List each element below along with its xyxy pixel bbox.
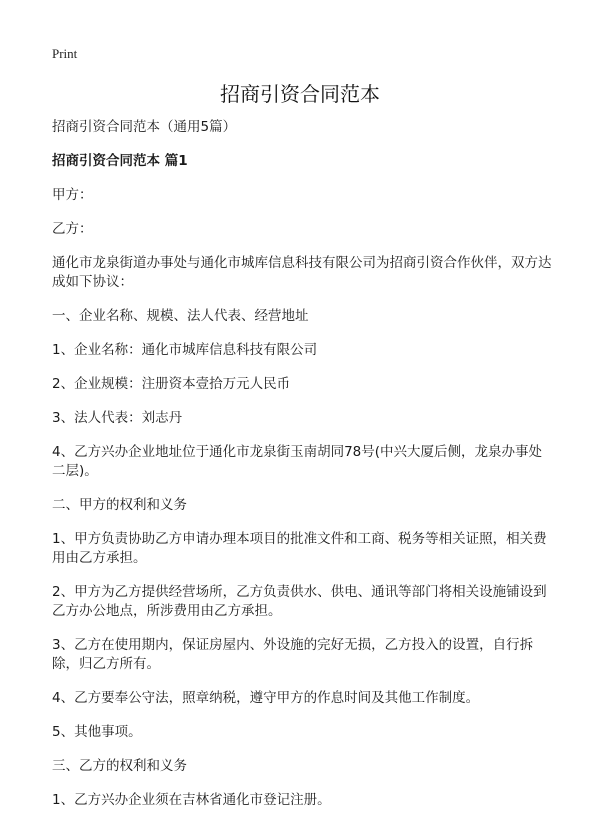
paragraph: 一、企业名称、规模、法人代表、经营地址: [52, 308, 309, 324]
paragraph: 招商引资合同范本（通用5篇）: [52, 119, 237, 135]
paragraph: 二、甲方的权利和义务: [52, 497, 187, 513]
document-title: 招商引资合同范本: [220, 82, 380, 106]
paragraph: 5、其他事项。: [52, 724, 142, 740]
paragraph: 甲方：: [52, 187, 93, 203]
paragraph: 2、企业规模：注册资本壹拾万元人民币: [52, 376, 291, 392]
section-heading: 招商引资合同范本 篇1: [52, 153, 188, 169]
paragraph: 1、甲方负责协助乙方申请办理本项目的批准文件和工商、税务等相关证照，相关费用由乙方承担。: [52, 531, 547, 566]
paragraph: 4、乙方要奉公守法，照章纳税，遵守甲方的作息时间及其他工作制度。: [52, 690, 480, 706]
paragraph: 三、乙方的权利和义务: [52, 758, 187, 774]
paragraph: 3、乙方在使用期内，保证房屋内、外设施的完好无损，乙方投入的设置，自行拆除，归乙方所有。: [52, 637, 534, 672]
paragraph: 乙方：: [52, 221, 93, 237]
paragraph: 2、甲方为乙方提供经营场所，乙方负责供水、供电、通讯等部门将相关设施铺设到乙方办公地点，所涉费用由乙方承担。: [52, 584, 547, 619]
document-body: [52, 118, 552, 825]
paragraph: 4、乙方兴办企业地址位于通化市龙泉街玉南胡同78号(中兴大厦后侧，龙泉办事处二层)。: [52, 444, 543, 479]
paragraph: 1、乙方兴办企业须在吉林省通化市登记注册。: [52, 792, 331, 808]
paragraph: 3、法人代表：刘志丹: [52, 410, 183, 426]
print-link[interactable]: Print: [52, 46, 78, 61]
paragraph: 1、企业名称：通化市城库信息科技有限公司: [52, 342, 318, 358]
paragraph: 通化市龙泉街道办事处与通化市城库信息科技有限公司为招商引资合作伙伴，双方达成如下协议：: [52, 255, 552, 290]
